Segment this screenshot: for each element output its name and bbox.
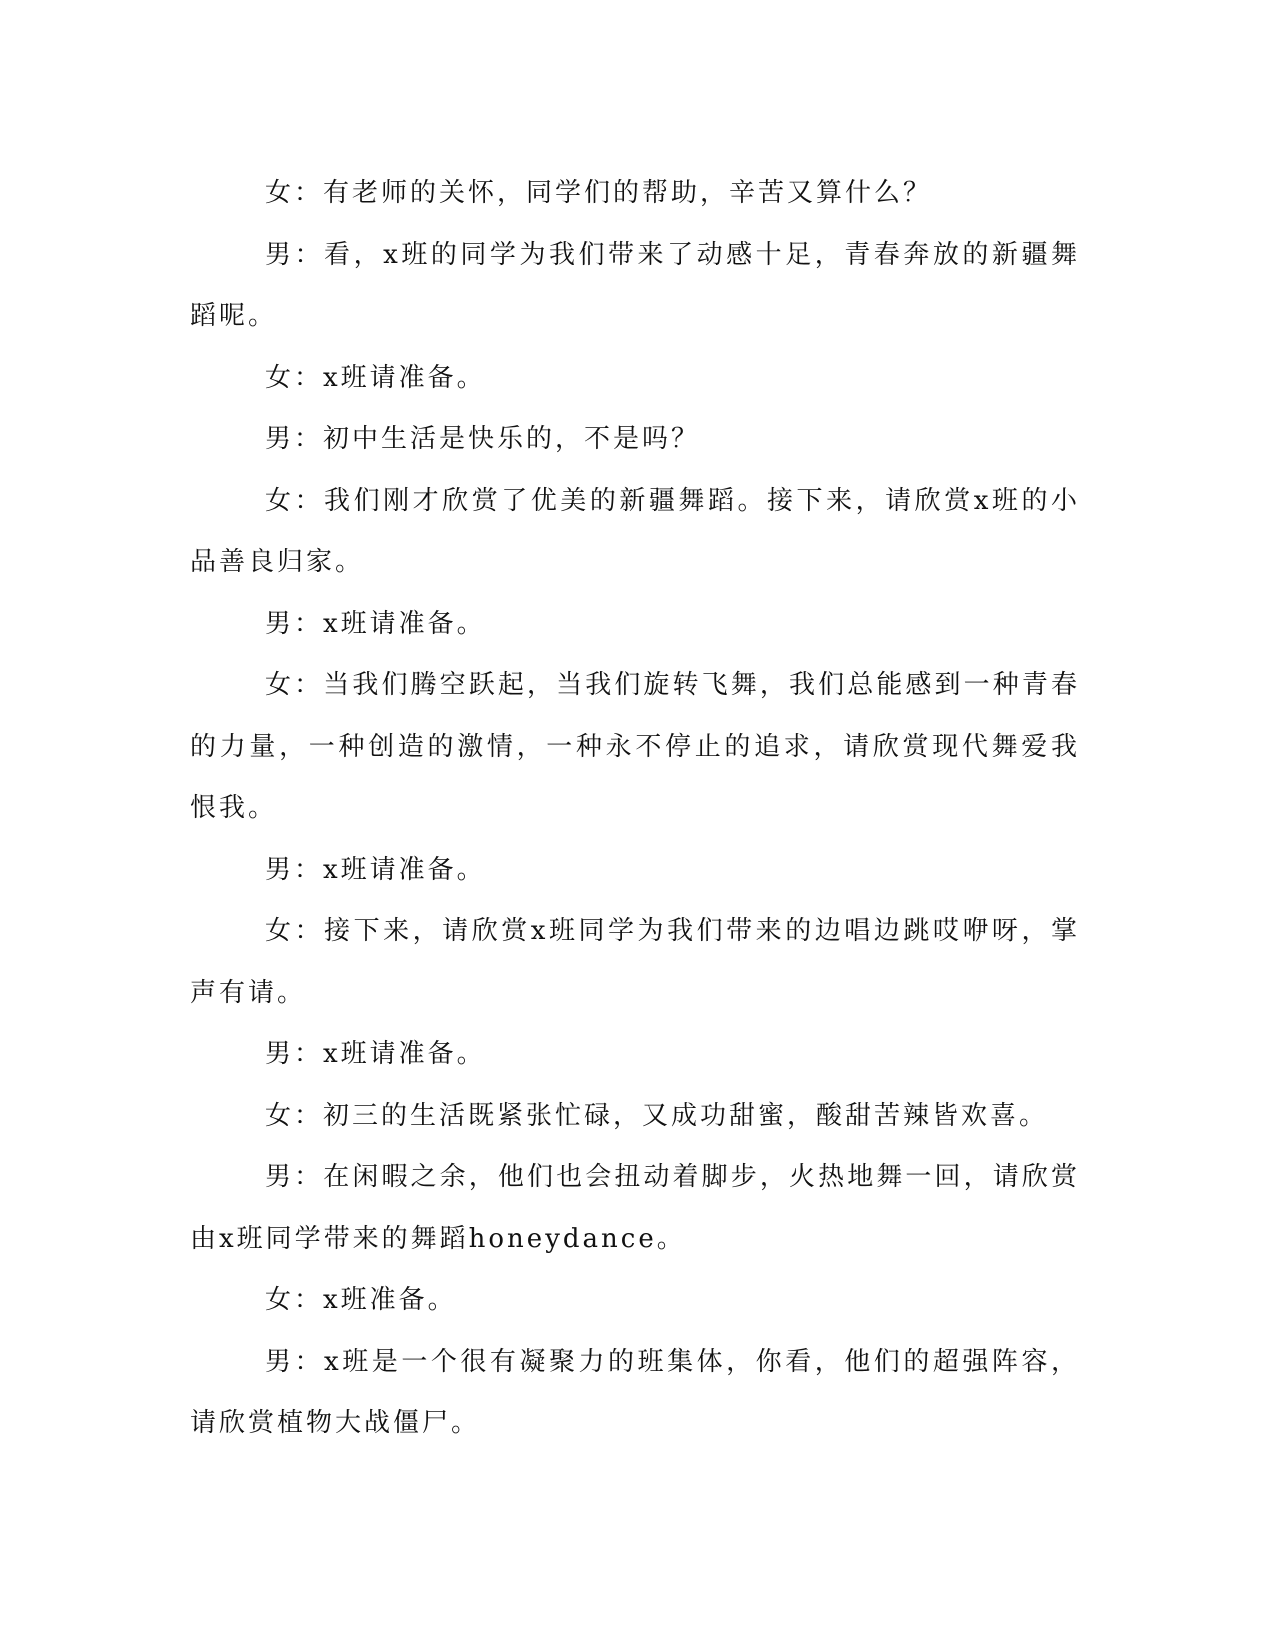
paragraph: 女：有老师的关怀，同学们的帮助，辛苦又算什么？ — [265, 178, 933, 208]
paragraph: 女：x班请准备。 — [265, 362, 486, 393]
paragraph: 男：在闲暇之余，他们也会扭动着脚步，火热地舞一回，请欣赏由x班同学带来的舞蹈honeydance。 — [190, 1162, 1080, 1254]
paragraph: 男：x班是一个很有凝聚力的班集体，你看，他们的超强阵容，请欣赏植物大战僵尸。 — [190, 1346, 1080, 1438]
paragraph: 男：x班请准备。 — [265, 854, 486, 885]
paragraph: 女：x班准备。 — [265, 1285, 457, 1315]
paragraph: 男：x班请准备。 — [265, 608, 486, 639]
paragraph: 男：x班请准备。 — [265, 1039, 486, 1069]
paragraph: 女：我们刚才欣赏了优美的新疆舞蹈。接下来，请欣赏x班的小品善良归家。 — [190, 485, 1080, 577]
paragraph: 女：接下来，请欣赏x班同学为我们带来的边唱边跳哎咿呀，掌声有请。 — [190, 916, 1080, 1008]
paragraph: 女：初三的生活既紧张忙碌，又成功甜蜜，酸甜苦辣皆欢喜。 — [265, 1100, 1049, 1131]
document-body — [190, 163, 1080, 1455]
paragraph: 男：看，x班的同学为我们带来了动感十足，青春奔放的新疆舞蹈呢。 — [190, 239, 1080, 331]
paragraph: 女：当我们腾空跃起，当我们旋转飞舞，我们总能感到一种青春的力量，一种创造的激情，一种永不停止的追求，请欣赏现代舞爱我恨我。 — [190, 670, 1080, 823]
paragraph: 男：初中生活是快乐的，不是吗？ — [265, 424, 701, 454]
